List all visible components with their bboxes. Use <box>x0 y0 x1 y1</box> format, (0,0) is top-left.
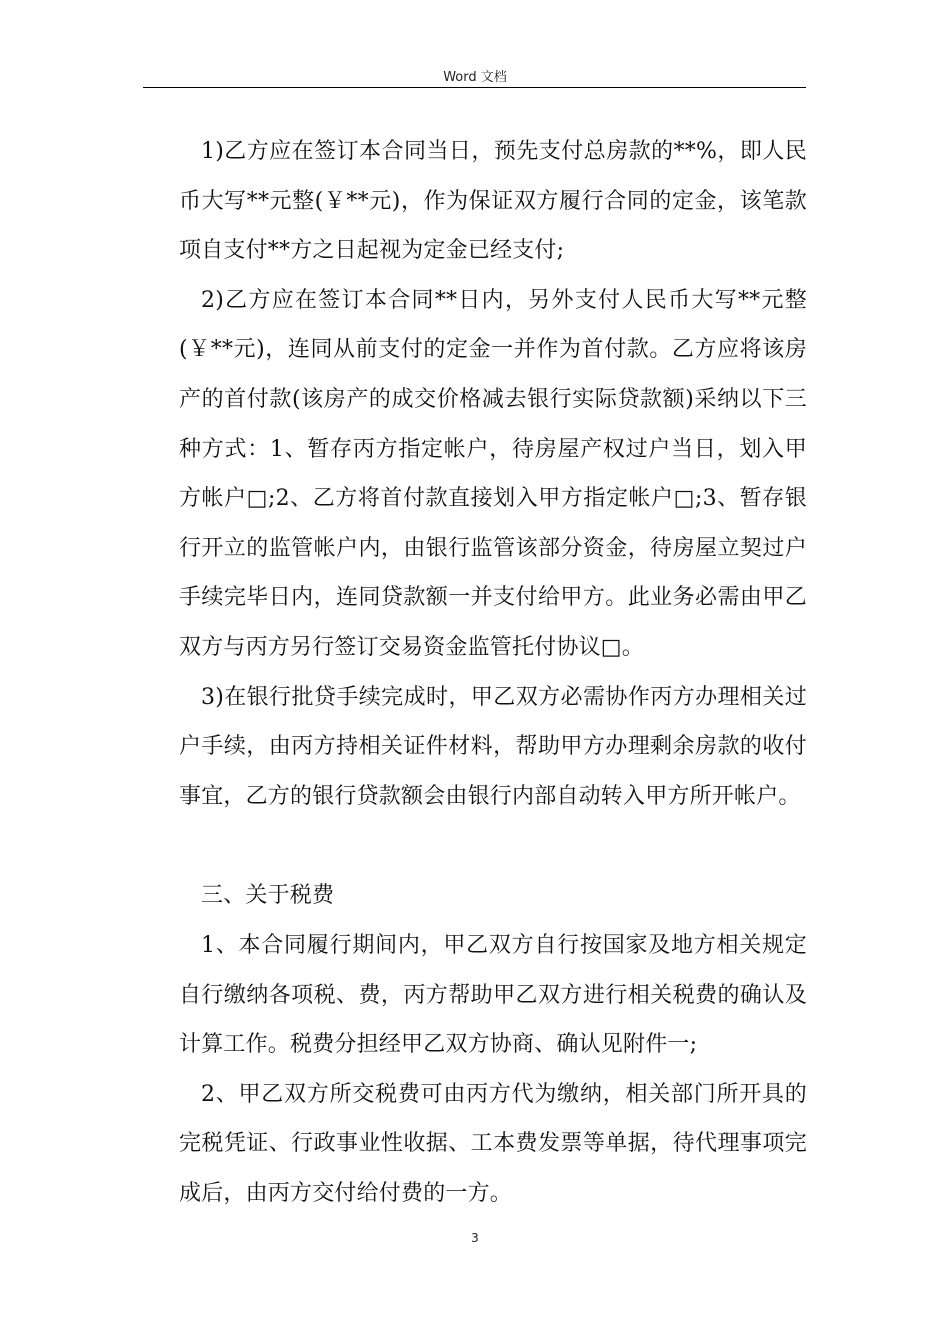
page-number: 3 <box>471 1231 479 1245</box>
paragraph-payment-1: 1)乙方应在签订本合同当日，预先支付总房款的**%，即人民币大写**元整(￥**元)，作为保证双方履行合同的定金，该笔款项自支付**方之日起视为定金已经支付; <box>179 139 807 264</box>
paragraph-payment-2: 2)乙方应在签订本合同**日内，另外支付人民币大写**元整(￥**元)，连同从前支付的定金一并作为首付款。乙方应将该房产的首付款(该房产的成交价格减去银行实际贷款额)采纳以下三种方式：1、暂存丙方指定帐户，待房屋产权过户当日，划入甲方帐户□;2、乙方将首付款直接划入甲方指定帐户□;3、暂存银行开立的监管帐户内，由银行监管该部分资金，待房屋立契过户手续完毕日内，连同贷款额一并支付给甲方。此业务必需由甲乙双方与丙方另行签订交易资金监管托付协议□。 <box>179 287 807 660</box>
section-spacer <box>179 821 807 871</box>
document-body <box>179 127 807 1218</box>
document-header: Word 文档 <box>443 70 507 85</box>
paragraph-taxes-1: 1、本合同履行期间内，甲乙双方自行按国家及地方相关规定自行缴纳各项税、费，丙方帮助甲乙双方进行相关税费的确认及计算工作。税费分担经甲乙双方协商、确认见附件一; <box>179 932 807 1058</box>
section-heading-taxes: 三、关于税费 <box>201 883 335 909</box>
paragraph-taxes-2: 2、甲乙双方所交税费可由丙方代为缴纳，相关部门所开具的完税凭证、行政事业性收据、工本费发票等单据，待代理事项完成后，由丙方交付给付费的一方。 <box>179 1081 807 1206</box>
paragraph-payment-3: 3)在银行批贷手续完成时，甲乙双方必需协作丙方办理相关过户手续，由丙方持相关证件材料，帮助甲方办理剩余房款的收付事宜，乙方的银行贷款额会由银行内部自动转入甲方所开帐户。 <box>179 684 807 809</box>
header-divider <box>143 87 806 88</box>
